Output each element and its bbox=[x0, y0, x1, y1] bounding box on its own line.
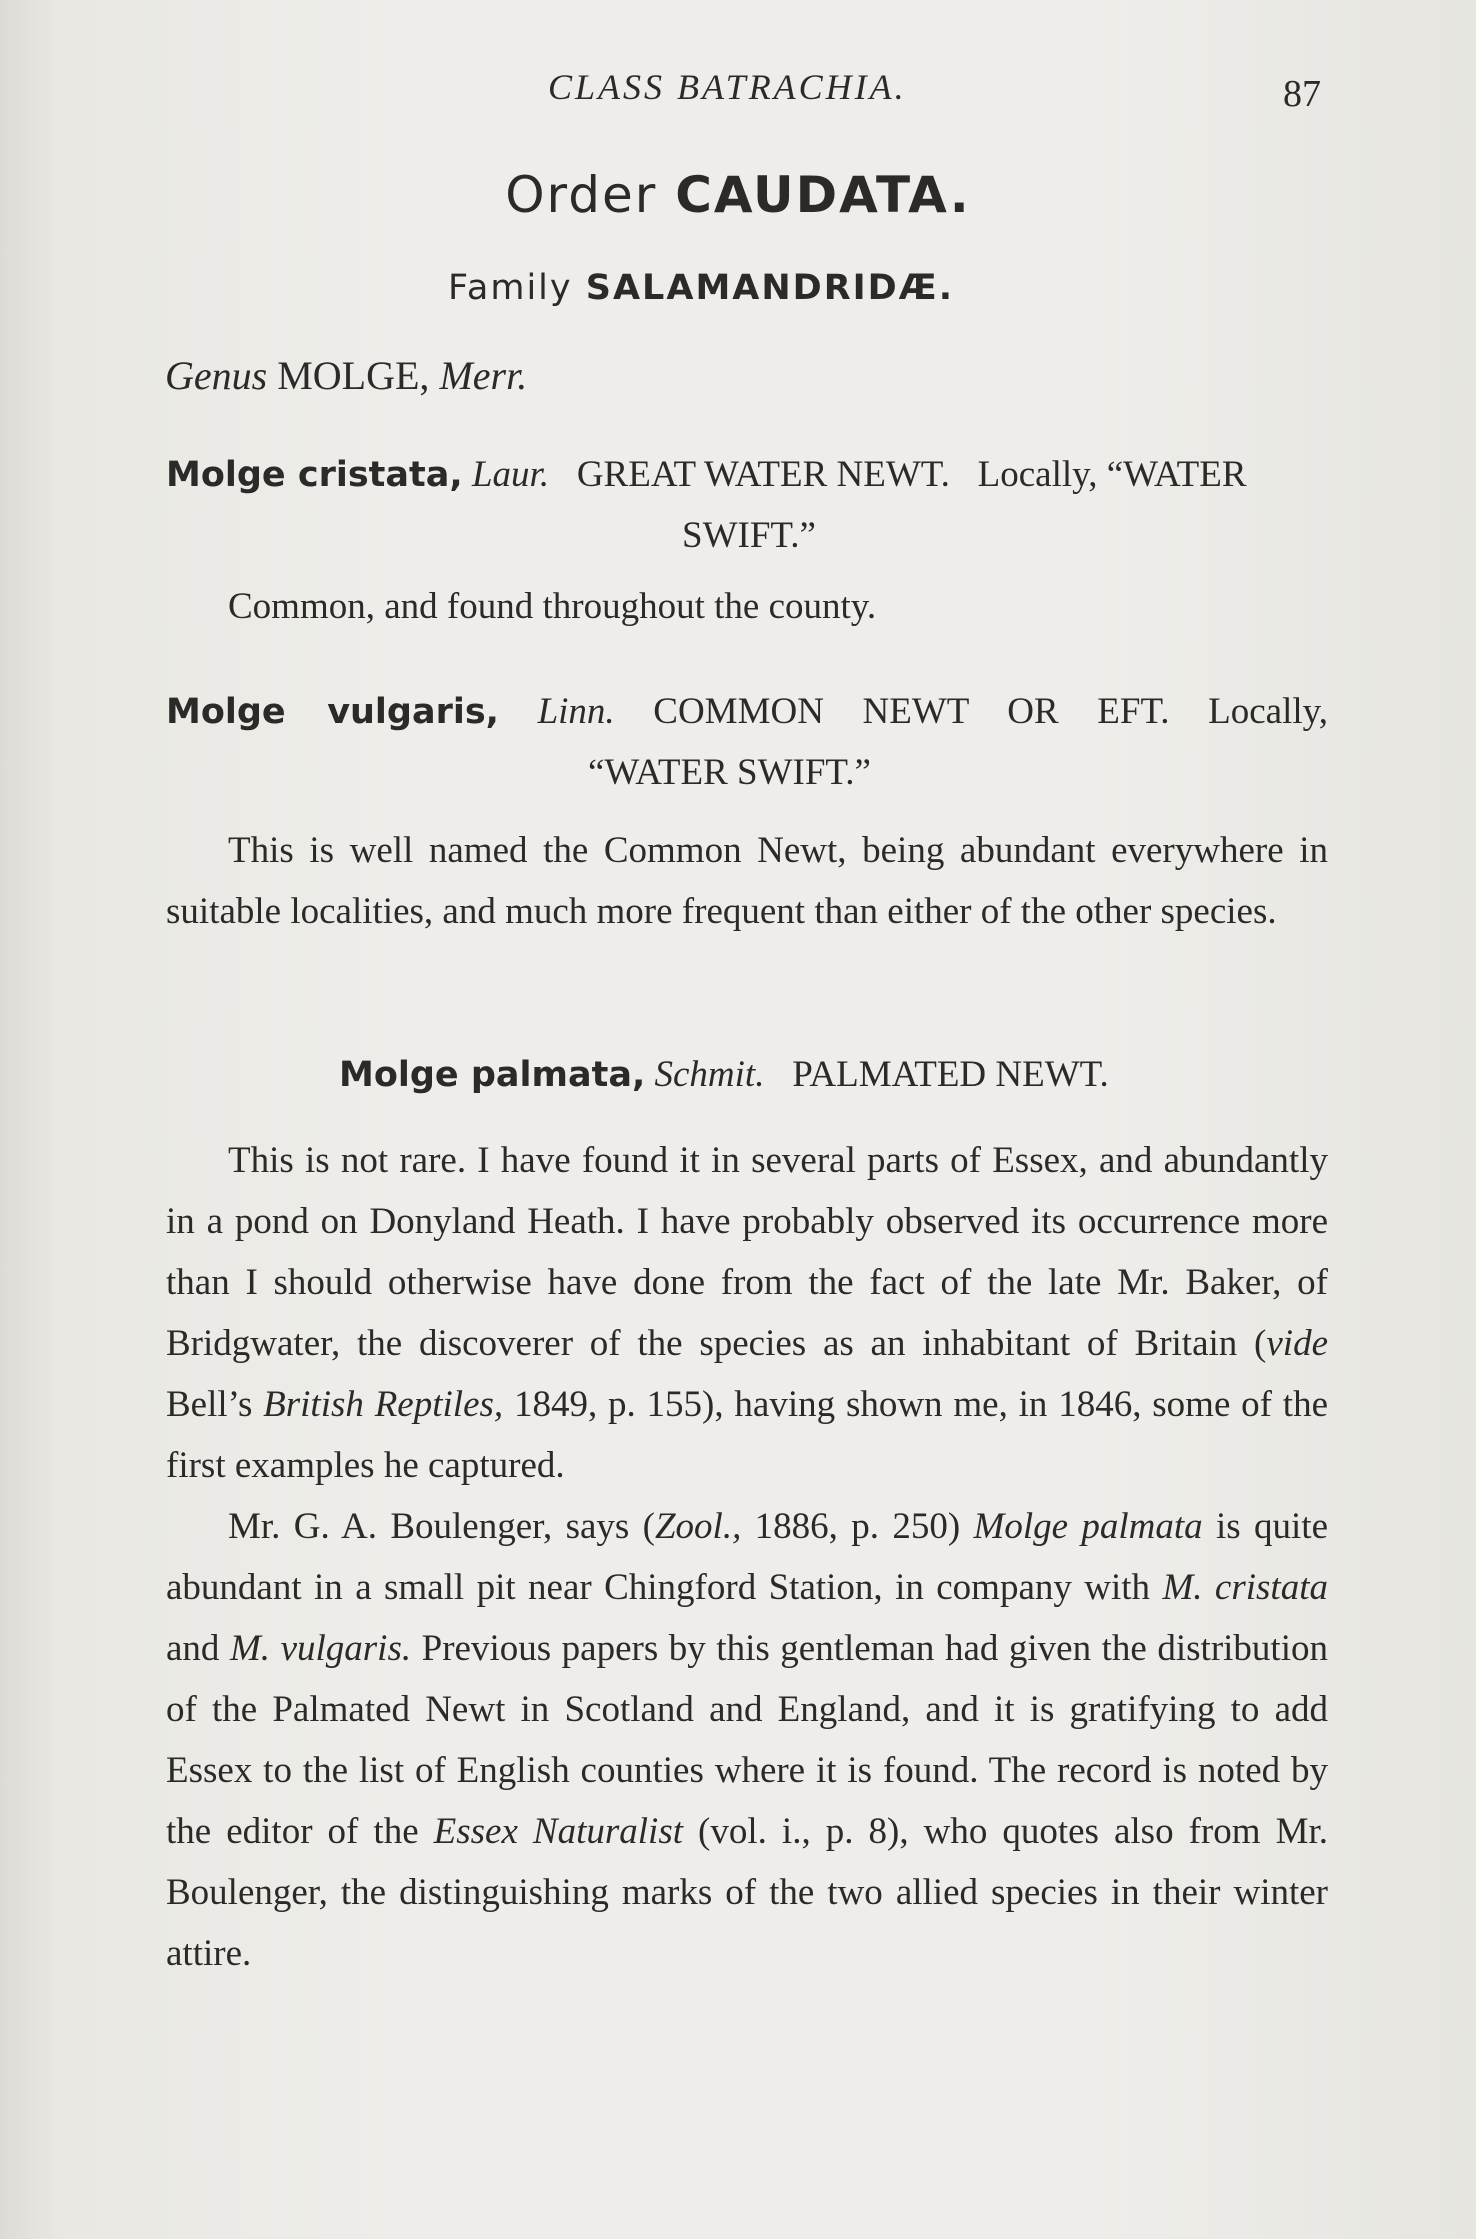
genus-name: MOLGE, bbox=[277, 353, 430, 398]
species-entry-vulgaris bbox=[166, 681, 1328, 743]
species-description-text: This is well named the Common Newt, being abundant everywhere in suitable localities, and much more frequent than either of the other species. bbox=[166, 830, 1328, 932]
species-local-name-line bbox=[588, 742, 871, 803]
genus-heading bbox=[165, 352, 527, 399]
text-run: is quite abundant in a small pit near Chingford Station, in company with bbox=[166, 1506, 1329, 1608]
journal-abbrev: Zool., bbox=[654, 1506, 742, 1547]
species-italic: M. vulgaris. bbox=[229, 1628, 412, 1669]
species-common-name: COMMON NEWT OR EFT. bbox=[653, 691, 1170, 732]
species-italic: Molge palmata bbox=[973, 1506, 1203, 1547]
family-heading bbox=[448, 268, 954, 308]
species-authority: Schmit. bbox=[654, 1054, 765, 1095]
species-description-text: Common, and found throughout the county. bbox=[228, 586, 877, 627]
family-name: SALAMANDRIDÆ. bbox=[585, 268, 955, 308]
species-italic: M. cristata bbox=[1162, 1567, 1328, 1608]
order-prefix: Order bbox=[505, 166, 658, 224]
species-description bbox=[166, 820, 1328, 942]
species-name: Molge palmata, bbox=[339, 1055, 646, 1095]
journal-title: Essex Naturalist bbox=[433, 1811, 684, 1852]
text-run: Previous papers by this gentleman had given the distribution of the Palmated Newt in Scotland and England, and it is gratifying to add Essex to the list of English counties where it is found. The record is noted by the editor of the bbox=[166, 1628, 1328, 1852]
family-prefix: Family bbox=[448, 268, 573, 308]
species-name: Molge cristata, bbox=[166, 455, 463, 495]
text-run: Bell’s bbox=[166, 1384, 264, 1425]
text-run: and bbox=[166, 1628, 230, 1669]
species-local-label: Locally, bbox=[1208, 691, 1329, 732]
text-run: (vol. i., p. 8), who quotes also from Mr. Boulenger, the distinguishing marks of the two allied species in their winter attire. bbox=[166, 1811, 1328, 1974]
species-name: Molge vulgaris, bbox=[166, 692, 499, 732]
book-title: British Reptiles, bbox=[263, 1384, 504, 1425]
species-local-name: “WATER bbox=[1106, 454, 1247, 495]
order-heading bbox=[0, 166, 1476, 224]
species-local-name: “WATER SWIFT.” bbox=[588, 752, 871, 793]
notes-paragraph-2 bbox=[166, 1496, 1328, 1984]
species-authority: Linn. bbox=[537, 691, 615, 732]
running-header bbox=[0, 66, 1476, 116]
species-entry-cristata bbox=[166, 444, 1247, 506]
species-description bbox=[166, 576, 1328, 637]
species-local-label: Locally, bbox=[977, 454, 1098, 495]
species-authority: Laur. bbox=[471, 454, 550, 495]
text-run: This is not rare. I have found it in several parts of Essex, and abundantly in a pond on Donyland Heath. I have probably observed its occurrence more than I should otherwise have done from the fact of the late Mr. Baker, of Bridgwater, the discoverer of the species as an inhabitant of Britain ( bbox=[166, 1140, 1328, 1364]
genus-authority: Merr. bbox=[439, 353, 528, 398]
species-local-name-end: SWIFT.” bbox=[682, 515, 816, 556]
text-run: Mr. G. A. Boulenger, says ( bbox=[228, 1506, 655, 1547]
text-run: 1886, p. 250) bbox=[741, 1506, 974, 1547]
genus-label: Genus bbox=[165, 353, 268, 398]
text-run: 1849, p. 155), having shown me, in 1846, some of the first examples he captured. bbox=[166, 1384, 1328, 1486]
species-common-name: GREAT WATER NEWT. bbox=[576, 454, 950, 495]
species-local-name-continued bbox=[682, 505, 816, 566]
notes-paragraph-1 bbox=[166, 1130, 1328, 1496]
species-common-name: PALMATED NEWT. bbox=[792, 1054, 1109, 1095]
order-name: CAUDATA. bbox=[675, 166, 971, 224]
species-entry-palmata bbox=[339, 1044, 1109, 1106]
species-notes bbox=[166, 1130, 1328, 1984]
running-title: CLASS BATRACHIA. bbox=[548, 67, 907, 107]
page-number: 87 bbox=[1283, 73, 1321, 115]
italic-run: vide bbox=[1266, 1323, 1328, 1364]
